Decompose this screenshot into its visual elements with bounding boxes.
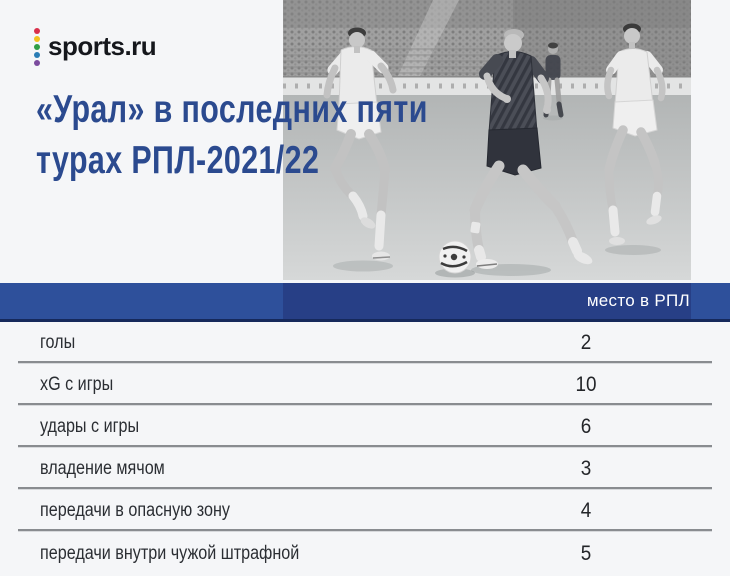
stat-label: xG с игры [40,374,114,395]
sportsru-dots-icon [34,26,40,66]
stat-value: 6 [580,415,592,438]
logo-dot-green [34,44,40,50]
table-header-bar [0,283,730,322]
stat-value: 2 [580,331,592,354]
logo-dot-yellow [34,36,40,42]
stat-label: голы [40,332,76,353]
stats-table [0,322,730,576]
stat-label: удары с игры [40,416,140,437]
table-row [0,322,730,364]
stat-label: передачи внутри чужой штрафной [40,543,300,564]
stat-value: 10 [575,373,597,396]
table-row [0,490,730,532]
table-row [0,448,730,490]
table-row [0,532,730,576]
stat-label: передачи в опасную зону [40,500,230,521]
logo-dot-blue [34,52,40,58]
logo-wordmark: sports.ru [48,30,157,61]
page-title-line2: турах РПЛ-2021/22 [36,139,320,182]
table-header-label: место в РПЛ [586,291,690,310]
stat-value: 5 [580,542,592,565]
stat-value: 4 [580,499,592,522]
page-title [36,84,428,186]
logo-dot-purple [34,60,40,66]
stat-value: 3 [580,457,592,480]
table-row [0,364,730,406]
page-title-line1: «Урал» в последних пяти [36,88,428,131]
table-row [0,406,730,448]
logo-dot-red [34,28,40,34]
sportsru-logo [34,26,156,66]
stat-label: владение мячом [40,458,165,479]
